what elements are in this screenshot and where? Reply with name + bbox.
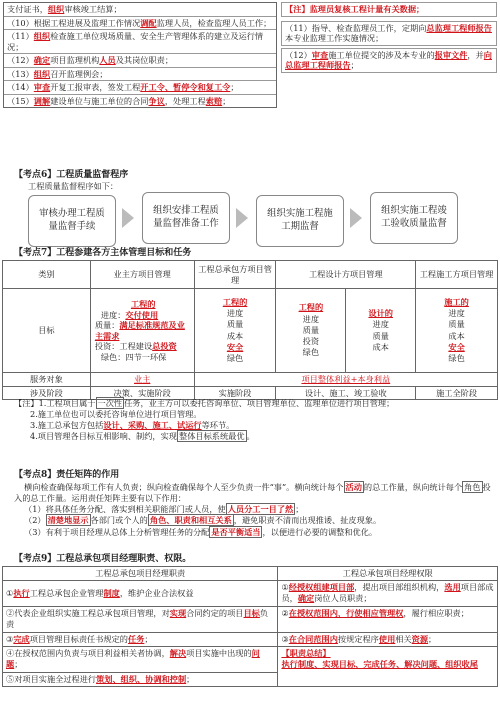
power-summary <box>278 647 498 687</box>
service-label: 服务对象 <box>3 373 91 387</box>
chief-duties-list <box>3 2 277 108</box>
rich-line <box>4 3 276 17</box>
text-segment: ，履行相应职责； <box>403 608 469 618</box>
text-segment: 目标 <box>243 608 260 618</box>
text-segment: 执行制度、实现目标、完成任务、解决问题、组织收尾 <box>281 658 478 669</box>
text-segment: 总监理工程师报告 <box>426 22 492 33</box>
power-2 <box>278 607 498 633</box>
note-1: 【注】1.工程项目属于 一次性 任务，业主方可以委托咨询单位、项目管理单位、监理单位进行项目管理； <box>14 398 395 408</box>
k7-title: 【考点7】工程参建各方主体管理目标和任务 <box>14 248 192 258</box>
text-segment: 项目管理目标责任书规定的 <box>29 634 128 644</box>
rich-line <box>4 54 276 68</box>
goal-label: 目标 <box>3 289 91 373</box>
flow-arrow-icon <box>122 208 134 228</box>
text-segment: （10）根据工程进展及监理工作情况 <box>7 17 141 28</box>
k6-intro: 工程质量监督程序如下： <box>28 181 119 191</box>
power-3 <box>278 633 498 647</box>
text-segment: 召开监理例会； <box>50 68 108 79</box>
note-2: 2.施工单位也可以委托咨询单位进行项目管理。 <box>30 409 202 420</box>
flow-step-2: 组织安排工程质量监督准备工作 <box>142 192 230 244</box>
text-segment: ； <box>222 95 231 106</box>
k8-item-3: （3）有利于项目经理从总体上分析管理任务的分配 是否平衡适当 ，以便进行必要的调整和优化。 <box>24 526 378 537</box>
owner-goal-cell: 工程的 进度：交付使用 质量：满足标准规范及业主需求 投资：工程建设总投资 绿色：四节一环保 <box>90 289 194 373</box>
rich-line <box>4 68 276 82</box>
flow-step-4: 组织实施工程竣工验收质量监督 <box>370 192 458 244</box>
text-segment: 合同约定的项目 <box>186 608 244 618</box>
text-segment: 确定 <box>297 592 315 603</box>
text-segment: 执行 <box>13 588 30 599</box>
duty-5 <box>3 673 278 687</box>
rich-line <box>4 95 276 108</box>
summary-text <box>281 659 494 670</box>
flow-arrow-icon <box>350 208 362 228</box>
text-segment: 策划、组织、协调和控制 <box>96 674 187 684</box>
text-segment: 问题 <box>6 648 260 669</box>
text-segment: （11） <box>7 31 34 41</box>
duty-3 <box>3 633 278 647</box>
text-segment: ③ <box>6 634 14 644</box>
flow-arrow-icon <box>236 208 248 228</box>
col-design: 工程设计方项目管理 <box>276 261 416 289</box>
flow-step-1: 审核办理工程质量监督手续 <box>28 195 116 247</box>
text-segment: ，并 <box>467 49 484 60</box>
text-segment: 确定 <box>33 55 51 65</box>
text-segment: ，提出项目部组织机构， <box>354 582 445 592</box>
text-segment: 向总监理工程师报告 <box>285 49 492 70</box>
owner-goal-head: 工程的 <box>130 299 156 309</box>
pm-duties-table <box>2 566 498 687</box>
text-segment: ； <box>230 82 239 92</box>
text-segment: 索赔 <box>205 95 223 106</box>
text-segment: 资源 <box>411 634 429 644</box>
text-segment: 争议 <box>148 95 165 106</box>
text-segment: （11）指导、检查监理员工作，定期向 <box>285 22 427 33</box>
text-segment: ②代表企业组织实施工程总承包项目管理，对 <box>6 608 170 618</box>
text-segment: 调解 <box>33 95 51 106</box>
text-segment: 组织 <box>47 4 65 14</box>
text-segment: ④在授权范围内负责与项目利益相关者协调， <box>6 648 170 658</box>
text-segment: 报审文件 <box>434 49 468 60</box>
text-segment: 【职责总结】 <box>281 648 331 658</box>
text-segment: 项目实施中出现的 <box>186 648 252 658</box>
text-segment: ； <box>350 60 359 70</box>
text-segment: 调配 <box>140 17 157 28</box>
rich-line <box>281 48 497 73</box>
text-segment: 经授权组建项目部 <box>288 582 355 592</box>
col-category: 类别 <box>3 261 91 289</box>
text-segment: 项目部成员， <box>281 582 494 603</box>
text-segment: ① <box>281 582 289 592</box>
rich-line <box>281 21 497 46</box>
col-construct: 工程施工方项目管理 <box>416 261 498 289</box>
text-segment: 工程总承包企业管理 <box>29 588 104 599</box>
text-segment: 实现 <box>169 608 187 618</box>
text-segment: 本专业监理工作实施情况； <box>285 33 384 43</box>
text-segment: 按规定程序 <box>337 634 379 644</box>
text-segment: （13） <box>7 68 34 79</box>
k8-item-2: （2） 清楚地显示 各部门或个人的 角色、职责和相互关系 ，避免职责不清而出现推诿、扯皮现象。 <box>24 515 382 526</box>
col-owner: 业主方项目管理 <box>90 261 194 289</box>
text-segment: 施工单位提交的涉及本专业的 <box>328 49 435 60</box>
phase-owner: 决策、实施阶段 <box>90 386 194 400</box>
text-segment: （14） <box>7 82 34 92</box>
phase-design: 设计、施工、竣工验收 <box>276 386 416 400</box>
top-section <box>3 2 497 170</box>
rich-line <box>4 81 276 95</box>
text-segment: ； <box>144 634 153 644</box>
text-segment: （12） <box>7 55 34 65</box>
phase-label: 涉及阶段 <box>3 386 91 400</box>
text-segment: ② <box>281 608 289 618</box>
col-gc: 工程总承包方项目管理 <box>194 261 276 289</box>
powers-header: 工程总承包项目经理权限 <box>278 567 498 581</box>
text-segment: 组织 <box>33 68 51 79</box>
gc-goal-cell: 工程的 进度 质量 成本 安全 绿色 <box>194 289 276 373</box>
k8-intro: 横向检查确保每项工作有人负责；纵向检查确保每个人至少负责一件“事”。横向统计每个 活动 的总工作量，纵向统计每个 角色 投入的总工作量。运用责任矩阵主要有以下作用： <box>14 482 491 504</box>
text-segment: 完成 <box>13 634 30 644</box>
text-segment: 开复工报审表，签发工程 <box>50 82 141 92</box>
text-segment: 人员 <box>99 55 116 65</box>
text-segment: 选用 <box>444 582 461 592</box>
text-segment: 解决 <box>169 648 187 658</box>
text-segment: ⑤对项目实施全过程进行 <box>6 674 97 684</box>
rich-line <box>4 30 276 54</box>
power-1 <box>278 581 498 607</box>
text-segment: （15） <box>7 95 34 106</box>
note-4: 4.项目管理各目标互相影响、制约，实现 整体目标系统最优 。 <box>30 431 255 442</box>
text-segment: 项目监理机构 <box>50 55 100 65</box>
responsibility-matrix-text <box>14 482 496 538</box>
text-segment: 审查 <box>311 49 329 60</box>
specialist-duties-list <box>281 2 497 75</box>
text-segment: 相关 <box>395 634 412 644</box>
text-segment: 建设单位与施工单位的合同 <box>50 95 149 106</box>
k8-title: 【考点8】责任矩阵的作用 <box>14 470 120 480</box>
service-others: 项目整体利益+本身利益 <box>194 373 497 387</box>
text-segment: ； <box>428 634 437 644</box>
k9-title: 【考点9】工程总承包项目经理职责、权限。 <box>14 554 192 564</box>
duties-header: 工程总承包项目经理职责 <box>3 567 278 581</box>
duty-4 <box>3 647 278 673</box>
text-segment: ； <box>14 658 23 669</box>
participants-goals-table <box>2 260 498 400</box>
k6-title: 【考点6】工程质量监督程序 <box>14 170 129 180</box>
design-goal-b-cell: 设计的 进度 质量 成本 <box>346 289 416 373</box>
rich-line <box>4 17 276 31</box>
duty-1 <box>3 581 278 607</box>
text-segment: ，处理工程 <box>164 95 206 106</box>
text-segment: 在授权范围内，行使相应管理权 <box>288 608 404 618</box>
text-segment: 支付证书， <box>7 4 48 14</box>
text-segment: 任务 <box>128 634 145 644</box>
text-segment: 开工令、暂停令和复工令 <box>140 82 231 92</box>
text-segment: 制度 <box>103 588 120 599</box>
k7-notes <box>14 398 496 442</box>
text-segment: 使用 <box>378 634 396 644</box>
phase-cons: 施工全阶段 <box>416 386 498 400</box>
text-segment: 审核竣工结算； <box>64 4 122 14</box>
text-segment: 监理人员，检查监理人员工作； <box>156 17 272 28</box>
service-owner: 业主 <box>90 373 194 387</box>
phase-gc: 实施阶段 <box>194 386 276 400</box>
supervisor-note: 【注】监理员复核工程计量有关数据； <box>281 2 497 17</box>
text-segment: 检查施工单位现场质量、安全生产管理体系的建立及运行情况； <box>7 31 264 52</box>
text-segment: 岗位人员职责； <box>314 592 372 603</box>
flow-step-3: 组织实施工程施工期监督 <box>256 195 344 247</box>
text-segment: （12） <box>285 49 312 60</box>
duty-2 <box>3 607 278 633</box>
cons-goal-cell: 施工的 进度 质量 成本 安全 绿色 <box>416 289 498 373</box>
text-segment: 负责 <box>6 608 269 629</box>
text-segment: ，维护企业合法权益 <box>119 588 194 599</box>
text-segment: 审查 <box>33 82 51 92</box>
design-goal-a-cell: 工程的 进度 质量 投资 绿色 <box>276 289 346 373</box>
quality-supervision-flow <box>28 192 478 250</box>
k8-item-1: （1）将具体任务分配、落实到相关职能部门或人员，使 人员分工一目了然 ； <box>24 504 304 515</box>
summary-title <box>281 648 494 659</box>
text-segment: ③ <box>281 634 289 644</box>
text-segment: 组织 <box>33 31 51 41</box>
text-segment: ① <box>6 588 14 599</box>
note-3: 3.施工总承包方包括设计、采购、施工、试运行等环节。 <box>30 420 235 431</box>
text-segment: ； <box>186 674 195 684</box>
text-segment: 及其岗位职责； <box>115 55 174 65</box>
text-segment: 在合同范围内 <box>288 634 338 644</box>
